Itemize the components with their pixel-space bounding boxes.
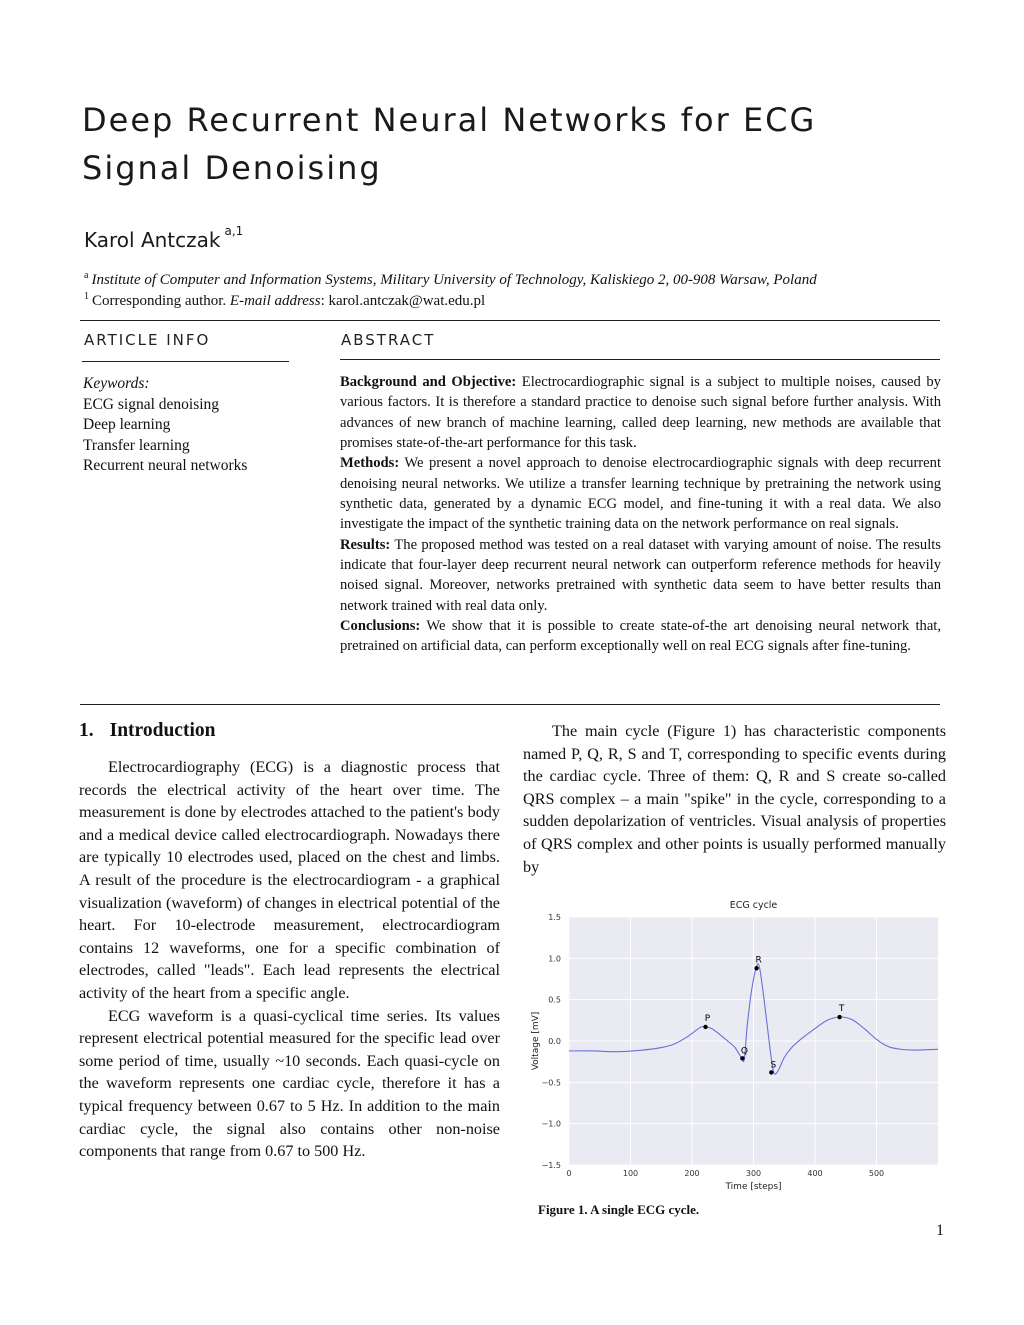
y-axis-label: Voltage [mV] (531, 1011, 541, 1071)
y-tick-label: −0.5 (541, 1078, 561, 1088)
y-tick-label: 1.0 (548, 954, 561, 964)
background-text: Electrocardiographic signal is a subject to multiple noises, caused by various factors. It is therefore a standard practice to denoise such signal before further analysis. With advances of new branch of machine learning, called deep learning, new methods are available that promises state-of-the-art performance for this task. (340, 374, 941, 452)
abstract-methods (340, 453, 941, 534)
ecg-chart (526, 893, 942, 1193)
x-tick-label: 400 (807, 1169, 823, 1178)
chart-title: ECG cycle (729, 900, 778, 911)
keyword-item: Transfer learning (83, 436, 190, 454)
y-tick-label: 0.0 (548, 1037, 561, 1046)
ecg-point-label: T (838, 1004, 845, 1015)
x-tick-label: 100 (622, 1169, 639, 1178)
y-tick-label: −1.0 (541, 1119, 561, 1129)
figure-caption: Figure 1. A single ECG cycle. (538, 1202, 700, 1217)
section-heading-introduction (79, 720, 215, 742)
x-tick-label: 500 (868, 1169, 885, 1178)
abstract-conclusions (340, 616, 941, 657)
affiliation-superscript: a (84, 270, 89, 281)
methods-label: Methods: (340, 455, 400, 472)
results-text: The proposed method was tested on a real dataset with varying amount of noise. The results indicate that four-layer deep recurrent neural network can outperform reference methods for heavily noised signal. Moreover, networks pretrained with synthetic data seem to have better results than network trained with real data only. (340, 536, 941, 614)
methods-text: We present a novel approach to denoise electrocardiographic signals with deep recurrent denoising neural networks. We utilize a transfer learning technique by pretraining the network using synthetic data, generated by a dynamic ECG model, and fine-tuning it with a real data. We also investigate the impact of the synthetic training data on the network performance on real signals. (340, 455, 941, 533)
intro-paragraph-2: ECG waveform is a quasi-cyclical time series. Its values represent electrical potential measured for the specific lead over some period of time, usually ~10 seconds. Each quasi-cycle on the waveform represents one cardiac cycle, therefore it has a typical frequency between 0.67 to 5 Hz. In addition to the main cardiac cycle, the signal also contains other non-noise components that range from 0.67 to 500 Hz. (79, 1006, 500, 1161)
x-axis-label: Time [steps] (725, 1182, 782, 1192)
abstract-results (340, 535, 941, 616)
title-line-1: Deep Recurrent Neural Networks for ECG (82, 101, 817, 139)
abstract-divider (340, 359, 940, 360)
y-tick-label: 1.5 (548, 913, 561, 922)
ecg-point-q (740, 1056, 744, 1060)
keywords-label: Keywords: (83, 375, 150, 392)
title-line-2: Signal Denoising (82, 149, 382, 187)
abstract-body (340, 372, 941, 657)
section-number: 1. (79, 720, 94, 741)
paper-title (82, 96, 882, 192)
corresponding-author (84, 291, 485, 310)
ecg-point-label: R (755, 955, 762, 966)
abstract-background (340, 372, 941, 453)
figure-ecg-cycle (526, 893, 942, 1193)
ecg-point-r (754, 966, 758, 970)
author-name: Karol Antczak (84, 228, 221, 252)
ecg-point-label: S (770, 1060, 777, 1071)
article-info-divider (82, 361, 289, 362)
keyword-item: Recurrent neural networks (83, 457, 248, 474)
background-label: Background and Objective: (340, 374, 517, 390)
ecg-point-t (837, 1015, 841, 1019)
keywords-block (83, 374, 247, 477)
x-tick-label: 0 (566, 1169, 572, 1178)
article-info-heading: ARTICLE INFO (84, 331, 211, 349)
conclusions-label: Conclusions: (340, 618, 421, 635)
author (84, 224, 244, 252)
y-tick-label: −1.5 (541, 1161, 561, 1170)
x-tick-label: 300 (745, 1169, 762, 1178)
ecg-point-p (703, 1025, 707, 1029)
ecg-point-s (769, 1070, 773, 1074)
keyword-item: Deep learning (83, 416, 171, 433)
intro-paragraph-1: Electrocardiography (ECG) is a diagnostic process that records the electrical activity of the heart over time. The measurement is done by electrodes attached to the patient's body and a medical device called electrocardiograph. Nowadays there are typically 10 electrodes used, placed on the chest and limbs. A result of the procedure is the electrocardiogram - a graphical visualization (waveform) of changes in electrical potential of the heart. For 10-electrode measurement, electrocardiogram contains 12 waveforms, one for a specific combination of electrodes, called "leads". Each lead represents the electrical activity of the heart from a specific angle. (79, 758, 500, 1002)
section-title: Introduction (109, 720, 216, 741)
y-tick-label: 0.5 (548, 995, 561, 1005)
ecg-point-label: Q (740, 1046, 748, 1057)
header-divider (80, 320, 940, 321)
intro-paragraph-3: The main cycle (Figure 1) has characteristic components named P, Q, R, S and T, corresponding to specific events during the cardiac cycle. Three of them: Q, R and S create so-called QRS complex – a main "spike" in the cycle, corresponding to a sudden depolarization of ventricles. Visual analysis of properties of QRS complex and other points is usually performed manually by (523, 722, 946, 876)
x-tick-label: 200 (684, 1169, 700, 1178)
results-label: Results: (340, 536, 391, 553)
corr-superscript: 1 (84, 291, 89, 302)
author-superscript: a,1 (224, 224, 244, 239)
page-number: 1 (936, 1222, 944, 1239)
affiliation (84, 270, 817, 289)
ecg-point-label: P (704, 1013, 711, 1024)
abstract-heading: ABSTRACT (341, 331, 436, 349)
abstract-bottom-divider (80, 704, 940, 705)
conclusions-text: We show that it is possible to create state-of-the art denoising neural network that, pretrained on artificial data, can perform exceptionally well on real ECG signals after fine-tuning. (340, 618, 941, 655)
corr-email: : karol.antczak@wat.edu.pl (320, 293, 486, 309)
right-column (523, 720, 946, 878)
keyword-item: ECG signal denoising (83, 395, 220, 413)
corr-label: Corresponding author. (92, 293, 230, 309)
corr-email-label: E-mail address (229, 293, 321, 309)
left-column (79, 756, 500, 1163)
affiliation-text: Institute of Computer and Information Systems, Military University of Technology, Kaliskiego 2, 00-908 Warsaw, Poland (91, 272, 817, 288)
